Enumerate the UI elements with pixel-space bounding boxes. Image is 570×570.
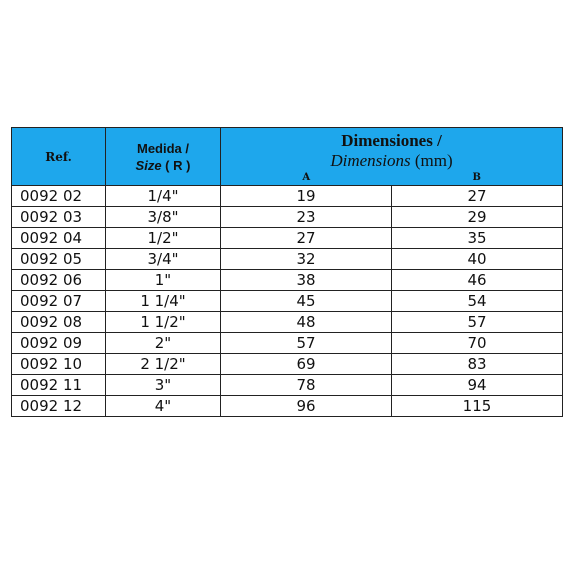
header-size	[106, 128, 221, 186]
header-sub-columns	[221, 171, 562, 185]
cell-a: 45	[221, 291, 392, 312]
cell-b: 115	[392, 396, 563, 417]
cell-b: 83	[392, 354, 563, 375]
header-dimensions	[221, 128, 563, 186]
cell-ref: 0092 02	[12, 186, 106, 207]
cell-ref: 0092 08	[12, 312, 106, 333]
cell-a: 38	[221, 270, 392, 291]
cell-a: 78	[221, 375, 392, 396]
cell-b: 27	[392, 186, 563, 207]
cell-b: 35	[392, 228, 563, 249]
table-row	[12, 333, 563, 354]
header-col-b: B	[472, 171, 481, 183]
cell-a: 69	[221, 354, 392, 375]
cell-size: 3/8"	[106, 207, 221, 228]
header-dim-line1: Dimensiones /	[341, 130, 442, 150]
cell-size: 1 1/4"	[106, 291, 221, 312]
header-dim-italic: Dimensions	[330, 150, 411, 170]
table-row	[12, 249, 563, 270]
table-row	[12, 228, 563, 249]
table-row	[12, 207, 563, 228]
cell-a: 19	[221, 186, 392, 207]
cell-b: 70	[392, 333, 563, 354]
table-row	[12, 354, 563, 375]
header-col-a: A	[302, 171, 311, 183]
table-row	[12, 270, 563, 291]
cell-ref: 0092 05	[12, 249, 106, 270]
table-row	[12, 291, 563, 312]
cell-b: 40	[392, 249, 563, 270]
cell-a: 27	[221, 228, 392, 249]
cell-ref: 0092 03	[12, 207, 106, 228]
cell-size: 2"	[106, 333, 221, 354]
header-dim-line2	[221, 151, 562, 171]
cell-ref: 0092 06	[12, 270, 106, 291]
table-row	[12, 312, 563, 333]
cell-size: 4"	[106, 396, 221, 417]
cell-b: 54	[392, 291, 563, 312]
cell-a: 57	[221, 333, 392, 354]
table-header	[12, 128, 563, 186]
cell-a: 96	[221, 396, 392, 417]
cell-ref: 0092 11	[12, 375, 106, 396]
table-row	[12, 396, 563, 417]
header-size-line1: Medida /	[136, 140, 189, 156]
cell-size: 1/4"	[106, 186, 221, 207]
cell-b: 57	[392, 312, 563, 333]
cell-ref: 0092 04	[12, 228, 106, 249]
cell-ref: 0092 09	[12, 333, 106, 354]
cell-size: 3/4"	[106, 249, 221, 270]
cell-b: 94	[392, 375, 563, 396]
cell-size: 3"	[106, 375, 221, 396]
table-row	[12, 375, 563, 396]
dimensions-table	[11, 127, 563, 417]
cell-ref: 0092 07	[12, 291, 106, 312]
header-size-italic: Size	[135, 157, 162, 173]
header-size-rest: ( R )	[161, 157, 191, 173]
table-body	[12, 186, 563, 417]
header-dim-unit: (mm)	[410, 150, 453, 170]
cell-a: 23	[221, 207, 392, 228]
cell-size: 1"	[106, 270, 221, 291]
cell-size: 1/2"	[106, 228, 221, 249]
cell-a: 32	[221, 249, 392, 270]
cell-ref: 0092 10	[12, 354, 106, 375]
table-row	[12, 186, 563, 207]
cell-size: 1 1/2"	[106, 312, 221, 333]
cell-b: 46	[392, 270, 563, 291]
cell-size: 2 1/2"	[106, 354, 221, 375]
cell-ref: 0092 12	[12, 396, 106, 417]
cell-a: 48	[221, 312, 392, 333]
header-size-line2	[106, 157, 220, 174]
cell-b: 29	[392, 207, 563, 228]
header-ref: Ref.	[12, 128, 106, 186]
